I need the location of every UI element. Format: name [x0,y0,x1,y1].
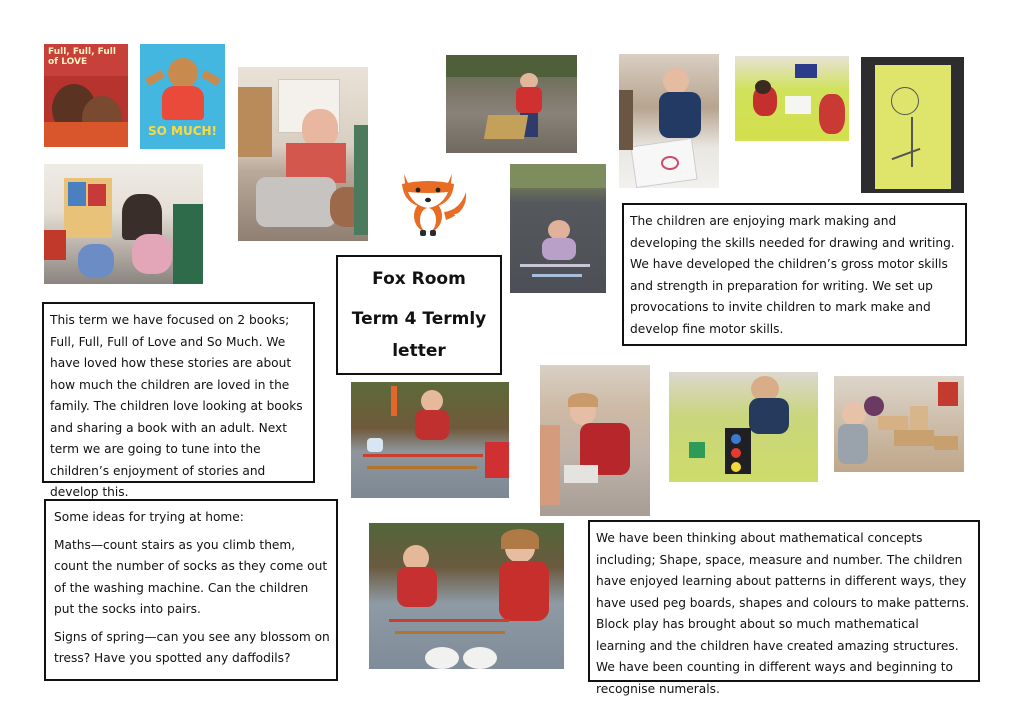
maths-text-box [588,520,980,696]
book-cover-so-much [140,44,225,149]
photo-shapes-and-colours [669,372,818,482]
mark-making-text-box [622,203,967,346]
photo-child-reading-corner [238,67,368,241]
photo-child-chalk-playground [510,164,606,293]
photo-block-play [834,376,964,472]
book1-title: Full, Full, Full of LOVE [48,47,116,67]
photo-classroom-story-time [44,164,203,284]
book-cover-full-of-love [44,44,128,147]
book2-title: SO MUCH! [147,124,218,138]
letter-title-box [336,255,502,375]
home-ideas-text-box [44,499,338,681]
photo-child-drawing-table [619,54,719,188]
title-letter: letter [392,341,446,361]
home-ideas-maths: Maths—count stairs as you climb them, count the number of socks as they come out of the washing machine. Can the children put the socks into pairs. [54,537,328,616]
home-ideas-spring: Signs of spring—can you see any blossom on tress? Have you spotted any daffodils? [54,629,330,665]
photo-children-pattern-outdoor [369,523,564,669]
title-room: Fox Room [372,269,466,289]
mark-making-text: The children are enjoying mark making and developing the skills needed for drawing and writing. We have developed the children’s gross motor skills and strength in preparation for writing. We set up provocations to invite children to mark make and develop fine motor skills. [630,214,955,336]
maths-text: We have been thinking about mathematical concepts including; Shape, space, measure and number. The children have enjoyed learning about patterns in different ways, they have used peg boards, shapes and colours to make patterns. Block play has brought about so much mathematical learning and the children have created amazing structures. We have been counting in different ways and beginning to recognise numerals. [596,531,970,696]
photo-child-sticks-outdoor [351,382,509,498]
photo-child-pegboard [540,365,650,516]
title-term: Term 4 Termly [351,309,487,329]
photo-yellow-paper-drawing [861,57,964,193]
photo-children-table-crafts [735,56,849,141]
home-ideas-heading: Some ideas for trying at home: [54,510,244,524]
fox-illustration [398,162,470,238]
photo-child-pushing-cart [446,55,577,153]
books-text: This term we have focused on 2 books; Full, Full, Full of Love and So Much. We have loved how these stories are about how much the children are loved in the family. The children love looking at books and sharing a book with an adult. Next term we are going to tune into the children’s enjoyment of stories and develop this. [50,313,303,499]
books-text-box [42,302,315,499]
